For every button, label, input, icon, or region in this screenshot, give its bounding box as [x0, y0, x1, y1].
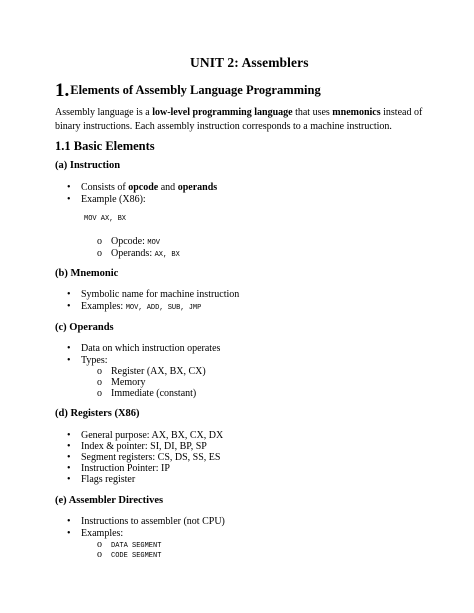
circle-bullet-icon: o — [97, 236, 102, 247]
bullet-icon: • — [67, 474, 71, 485]
circle-bullet-icon: o — [97, 549, 102, 560]
item-text: Instructions to assembler (not CPU) — [81, 516, 225, 527]
item-bold-operands: operands — [177, 182, 218, 193]
intro-text-1: Assembly language is a — [55, 107, 153, 118]
bullet-icon: • — [67, 463, 71, 474]
item-text: Examples: — [81, 301, 126, 312]
bullet-icon: • — [67, 289, 71, 300]
heading-instruction: (a) Instruction — [55, 160, 121, 171]
item-text: Consists of — [81, 182, 129, 193]
item-bold-opcode: opcode — [128, 182, 159, 193]
list-item — [67, 452, 220, 463]
list-item — [67, 516, 225, 527]
list-item — [67, 474, 135, 485]
intro-text-3: instead of binary instructions. Each assembly instruction corresponds to a machine instruction. — [55, 107, 423, 132]
bullet-icon: • — [67, 182, 71, 193]
item-text: Instruction Pointer: IP — [81, 463, 170, 474]
list-item — [67, 194, 146, 205]
intro-text-2: that uses — [292, 107, 333, 118]
item-text: Immediate (constant) — [111, 388, 197, 399]
bullet-icon: • — [67, 452, 71, 463]
inline-code: MOV, ADD, SUB, JMP — [125, 304, 202, 312]
heading-registers: (d) Registers (X86) — [55, 408, 140, 419]
item-text: Example (X86): — [81, 194, 146, 205]
circle-bullet-icon: o — [97, 248, 102, 259]
item-text: Opcode: — [111, 236, 148, 247]
bullet-icon: • — [67, 301, 71, 312]
bullet-icon: • — [67, 355, 71, 366]
bullet-icon: • — [67, 194, 71, 205]
item-text: Memory — [111, 377, 146, 388]
bullet-icon: • — [67, 528, 71, 539]
subsection-heading: 1.1 Basic Elements — [55, 139, 155, 153]
section-title: Elements of Assembly Language Programming — [70, 83, 321, 97]
list-item — [67, 301, 201, 312]
inline-code: AX, BX — [154, 251, 180, 259]
sub-list-item — [97, 377, 145, 388]
item-text: Operands: — [111, 248, 155, 259]
code-example: MOV AX, BX — [84, 215, 127, 223]
list-item — [67, 289, 239, 300]
list-item — [67, 343, 220, 354]
circle-bullet-icon: o — [97, 366, 102, 377]
sub-list-item — [97, 549, 161, 560]
section-number: 1. — [55, 80, 70, 101]
item-text: Data on which instruction operates — [81, 343, 221, 354]
sub-list-item — [97, 248, 180, 259]
inline-code: DATA SEGMENT — [111, 542, 162, 550]
list-item — [67, 441, 207, 452]
list-item — [67, 430, 223, 441]
intro-bold-1: low-level programming language — [152, 107, 293, 118]
sub-list-item — [97, 236, 160, 247]
bullet-icon: • — [67, 441, 71, 452]
heading-directives: (e) Assembler Directives — [55, 495, 164, 506]
bullet-icon: • — [67, 343, 71, 354]
item-text: Flags register — [81, 474, 136, 485]
heading-mnemonic: (b) Mnemonic — [55, 268, 119, 279]
item-text: Examples: — [81, 528, 124, 539]
circle-bullet-icon: o — [97, 377, 102, 388]
list-item — [67, 463, 170, 474]
inline-code: MOV — [147, 239, 160, 247]
circle-bullet-icon: o — [97, 539, 102, 550]
sub-list-item — [97, 388, 196, 399]
item-text: and — [158, 182, 178, 193]
item-text: Types: — [81, 355, 108, 366]
item-text: Index & pointer: SI, DI, BP, SP — [81, 441, 207, 452]
bullet-icon: • — [67, 430, 71, 441]
inline-code: CODE SEGMENT — [111, 552, 162, 560]
intro-bold-2: mnemonics — [332, 107, 381, 118]
heading-operands: (c) Operands — [55, 322, 114, 333]
list-item — [67, 182, 217, 193]
sub-list-item — [97, 366, 206, 377]
item-text: General purpose: AX, BX, CX, DX — [81, 430, 224, 441]
list-item — [67, 528, 123, 539]
item-text: Symbolic name for machine instruction — [81, 289, 240, 300]
item-text: Segment registers: CS, DS, SS, ES — [81, 452, 221, 463]
item-text: Register (AX, BX, CX) — [111, 366, 206, 377]
circle-bullet-icon: o — [97, 388, 102, 399]
intro-paragraph — [55, 106, 425, 134]
section-heading-1 — [55, 80, 321, 102]
bullet-icon: • — [67, 516, 71, 527]
page-title: UNIT 2: Assemblers — [190, 55, 309, 70]
list-item — [67, 355, 108, 366]
